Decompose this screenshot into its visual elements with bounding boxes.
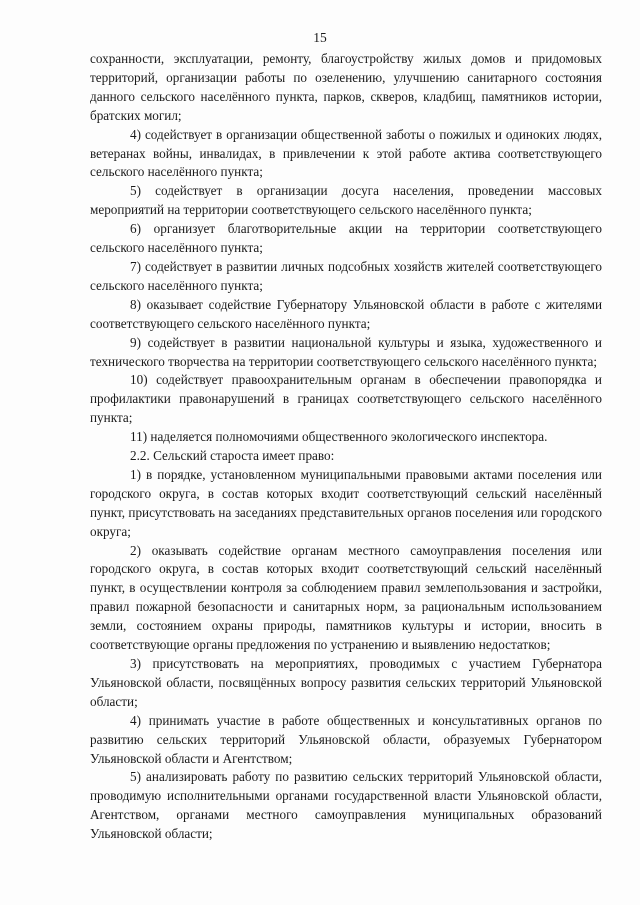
paragraph: 2.2. Сельский староста имеет право:	[130, 448, 335, 464]
document-body	[90, 50, 602, 844]
paragraph: 2) оказывать содействие органам местного самоуправления поселения или городского округа, в состав которых входит соответствующий сельский населённый пункт, в осуществлении контроля за соблюдением правил землепользования и застройки, правил пожарной безопасности и санитарных норм, за рациональным использованием земли, состоянием охраны природы, памятников культуры и истории, вносить в соответствующие органы предложения по устранению и выявлению недостатков;	[90, 542, 602, 653]
paragraph: 7) содействует в развитии личных подсобных хозяйств жителей соответствующего сельского населённого пункта;	[90, 258, 602, 293]
paragraph: 1) в порядке, установленном муниципальными правовыми актами поселения или городского округа, в состав которых входит соответствующий сельский населённый пункт, присутствовать на заседаниях представительных органов поселения или городского округа;	[90, 466, 602, 539]
page-number: 15	[313, 30, 327, 45]
paragraph: 5) содействует в организации досуга населения, проведении массовых мероприятий на территории соответствующего сельского населённого пункта;	[90, 183, 602, 218]
paragraph: 9) содействует в развитии национальной культуры и языка, художественного и технического творчества на территории соответствующего сельского населённого пункта;	[90, 334, 602, 369]
paragraph: 3) присутствовать на мероприятиях, проводимых с участием Губернатора Ульяновской области, посвящённых вопросу развития сельских территорий Ульяновской области;	[90, 656, 602, 709]
paragraph: 8) оказывает содействие Губернатору Ульяновской области в работе с жителями соответствующего сельского населённого пункта;	[90, 296, 602, 331]
paragraph: 4) принимать участие в работе общественных и консультативных органов по развитию сельских территорий Ульяновской области, образуемых Губернатором Ульяновской области и Агентством;	[90, 712, 602, 766]
paragraph: 6) организует благотворительные акции на территории соответствующего сельского населённого пункта;	[90, 221, 602, 256]
paragraph: сохранности, эксплуатации, ремонту, благоустройству жилых домов и придомовых территорий, организации работы по озеленению, улучшению санитарного состояния данного сельского населённого пункта, парков, скверов, кладбищ, памятников истории, братских могил;	[90, 51, 602, 123]
paragraph: 4) содействует в организации общественной заботы о пожилых и одиноких людях, ветеранах войны, инвалидах, в привлечении к этой работе актива соответствующего сельского населённого пункта;	[90, 126, 602, 180]
paragraph: 11) наделяется полномочиями общественного экологического инспектора.	[130, 429, 548, 445]
paragraph: 10) содействует правоохранительным органам в обеспечении правопорядка и профилактики правонарушений в границах соответствующего сельского населённого пункта;	[90, 372, 602, 426]
paragraph: 5) анализировать работу по развитию сельских территорий Ульяновской области, проводимую исполнительными органами государственной власти Ульяновской области, Агентством, органами местного самоуправления муниципальных образований Ульяновской области;	[90, 769, 602, 842]
